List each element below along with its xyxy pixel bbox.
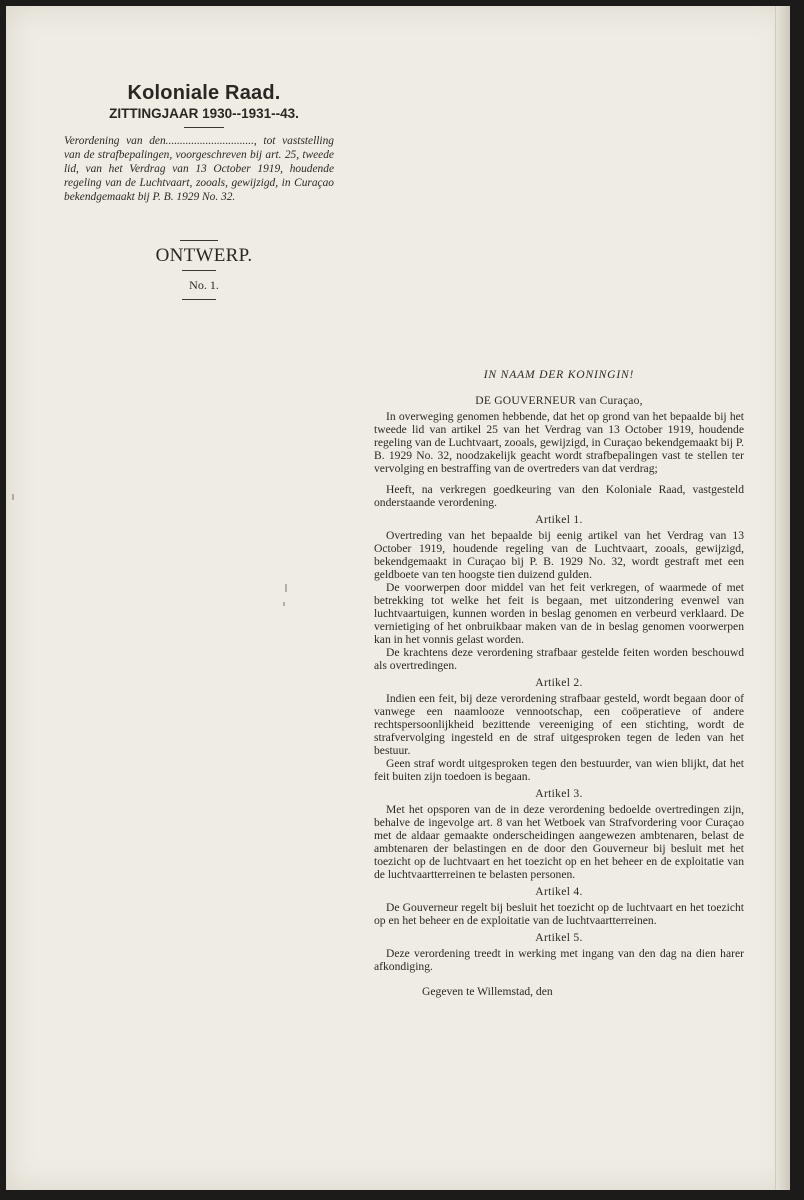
article-heading: Artikel 2.	[535, 676, 583, 689]
paper-mark	[12, 494, 14, 500]
draft-number: No. 1.	[189, 278, 219, 292]
page-edge	[775, 6, 790, 1190]
governor-line: DE GOUVERNEUR van Curaçao,	[475, 394, 643, 407]
article-paragraph: Met het opsporen van de in deze verordening bedoelde overtredingen zijn, behalve de ingevolge art. 8 van het Wetboek van Strafvordering voor Curaçao met de aldaar gemaakte onderscheidingen aangewezen ambtenaren, belast de ambtenaren der belastingen en de door den Gouverneur bij besluit met het toezicht op de luchtvaart en het toezicht op en het beheer en de exploitatie van de luchtvaartterreinen te belasten personen.	[374, 803, 744, 881]
enactment-clause: Heeft, na verkregen goedkeuring van den Koloniale Raad, vastgesteld onderstaande verordening.	[374, 483, 744, 509]
draft-rule	[182, 270, 216, 271]
royal-invocation: IN NAAM DER KONINGIN!	[483, 368, 635, 381]
ordinance-subject: Verordening van den..............................., tot vaststelling van de strafbepalingen, voorgeschreven bij art. 25, tweede lid, van het Verdrag van 13 October 1919, houdende regeling van de Luchtvaart, zooals, gewijzigd, in Curaçao bekendgemaakt bij P. B. 1929 No. 32.	[64, 135, 334, 203]
article-heading: Artikel 4.	[535, 885, 583, 898]
document-page	[6, 6, 790, 1190]
article-heading: Artikel 5.	[535, 931, 583, 944]
draft-label: ONTWERP.	[155, 245, 253, 266]
subject-rule	[180, 240, 218, 241]
article-paragraph: Geen straf wordt uitgesproken tegen den bestuurder, van wien blijkt, dat het feit buiten zijn toedoen is begaan.	[374, 757, 744, 783]
article-paragraph: De voorwerpen door middel van het feit verkregen, of waarmede of met betrekking tot welke het feit is begaan, met uitzondering evenwel van luchtvaartuigen, kunnen worden in beslag genomen en verbeurd verklaard. De vernietiging of het onbruikbaar maken van de in beslag genomen voorwerpen kan in het vonnis gelast worden.	[374, 581, 744, 646]
council-title: Koloniale Raad.	[127, 82, 281, 104]
ordinance-body	[374, 368, 744, 998]
signoff-line: Gegeven te Willemstad, den	[422, 985, 553, 998]
preamble: In overweging genomen hebbende, dat het op grond van het bepaalde bij het tweede lid van artikel 25 van het Verdrag van 13 October 1919, houdende regeling van de Luchtvaart, zooals, gewijzigd, in Curaçao bekendgemaakt bij P. B. 1929 No. 32, noodzakelijk geacht wordt strafbepalingen vast te stellen ter vervolging en bestraffing van de overtreders van dat verdrag;	[374, 410, 744, 475]
article-paragraph: Indien een feit, bij deze verordening strafbaar gesteld, wordt begaan door of vanwege een naamlooze vennootschap, een coöperatieve of andere rechtspersoonlijkheid bezittende vereeniging of een stichting, wordt de strafvervolging ingesteld en de straf uitgesproken tegen de leden van het bestuur.	[374, 692, 744, 757]
session-year: ZITTINGJAAR 1930--1931--43.	[109, 106, 299, 121]
paper-mark	[285, 584, 287, 592]
number-rule	[182, 299, 216, 300]
article-paragraph: De Gouverneur regelt bij besluit het toezicht op de luchtvaart en het toezicht op en het beheer en de exploitatie van de luchtvaartterreinen.	[374, 901, 744, 927]
article-paragraph: Deze verordening treedt in werking met ingang van den dag na dien harer afkondiging.	[374, 947, 744, 973]
article-heading: Artikel 1.	[535, 513, 583, 526]
paper-mark	[283, 602, 285, 606]
article-paragraph: Overtreding van het bepaalde bij eenig artikel van het Verdrag van 13 October 1919, houdende regeling van de Luchtvaart, zooals, gewijzigd, bekendgemaakt in Curaçao bij P. B. 1929 No. 32, wordt gestraft met een geldboete van ten hoogste tien duizend gulden.	[374, 529, 744, 581]
article-paragraph: De krachtens deze verordening strafbaar gestelde feiten worden beschouwd als overtredingen.	[374, 646, 744, 672]
header-rule	[184, 127, 224, 128]
document-header	[70, 82, 338, 128]
article-heading: Artikel 3.	[535, 787, 583, 800]
